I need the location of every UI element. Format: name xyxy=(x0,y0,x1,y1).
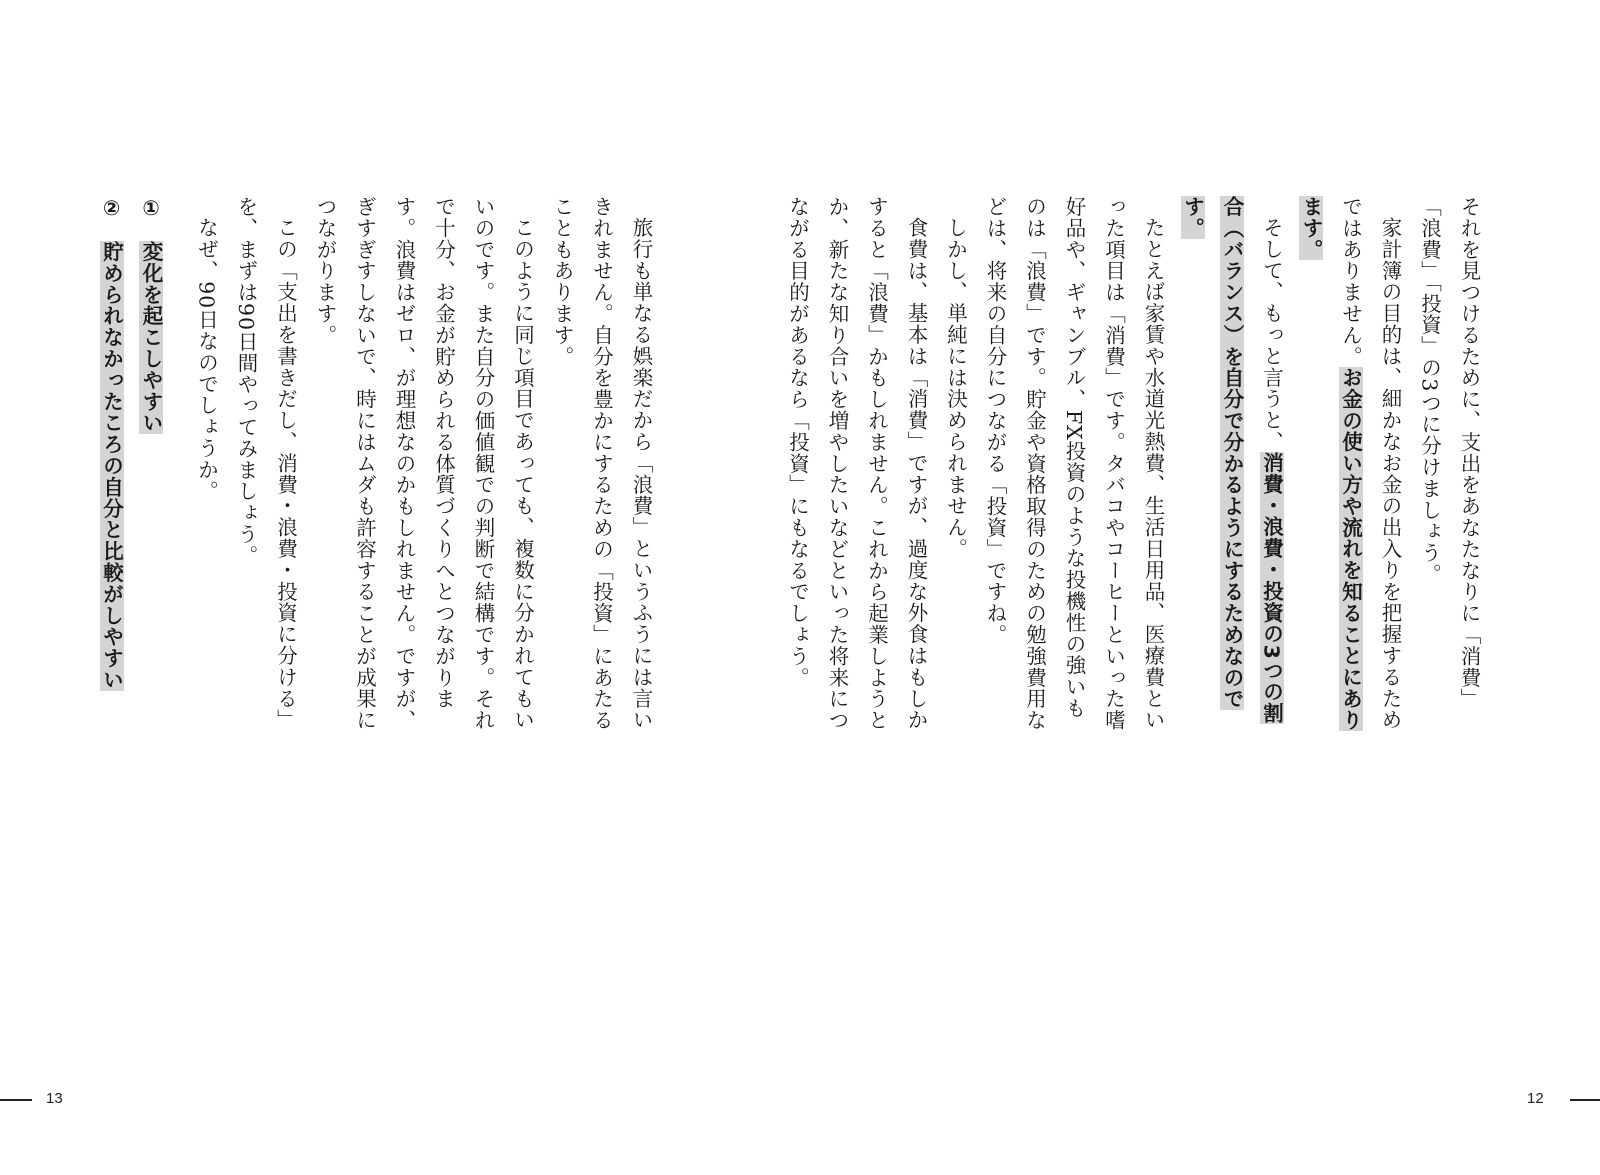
paragraph: 食費は、基本は「消費」ですが、過度な外食はもしかすると「浪費」かもしれません。これから起業しようとか、新たな知り合いを増やしたいなどといった将来につながる目的があるなら「投資」にもなるでしょう。 xyxy=(785,196,928,731)
paragraph: しかし、単純には決められません。 xyxy=(943,216,968,559)
paragraph: この「支出を書きだし、消費・浪費・投資に分ける」を、まずは90日間やってみましょう。 xyxy=(234,196,298,731)
right-page-number: 12 xyxy=(1527,1090,1544,1107)
paragraph: このように同じ項目であっても、複数に分かれてもいいのです。また自分の価値観での判断で結構です。それで十分、お金が貯められる体質づくりへとつながります。浪費はゼロ、が理想なのかもしれません。ですが、ぎすぎすしないで、時にはムダも許容することが成果につながります。 xyxy=(313,196,535,731)
left-page-body xyxy=(91,196,660,736)
highlighted-phrase: 消費・浪費・投資の3つの割合（バランス）を自分で分かるようにするためなのです。 xyxy=(1180,196,1284,724)
paragraph: それを見つけるために、支出をあなたなりに「消費」「浪費」「投資」の3つに分けましょう。 xyxy=(1417,196,1481,710)
left-page-rule xyxy=(0,1099,32,1101)
list-item xyxy=(91,196,131,736)
paragraph: 家計簿の目的は、細かなお金の出入りを把握するためではありません。お金の使い方や流れを知ることにあります。 xyxy=(1299,196,1402,732)
highlighted-phrase: 貯められなかったころの自分と比較がしやすい xyxy=(99,241,124,691)
highlighted-phrase: 変化を起こしやすい xyxy=(139,241,163,435)
paragraph: たとえば家賃や水道光熱費、生活日用品、医療費といった項目は「消費」です。タバコやコーヒーといった嗜好品や、ギャンブル、FX投資のような投機性の強いものは「浪費」です。貯金や資格取得のための勉強費用などは、将来の自分につながる「投資」ですね。 xyxy=(983,196,1165,731)
list-item xyxy=(131,196,171,736)
highlighted-phrase: お金の使い方や流れを知ることにあります。 xyxy=(1299,196,1363,732)
circled-number: ① xyxy=(139,196,163,221)
circled-number: ② xyxy=(99,196,124,221)
left-page-number: 13 xyxy=(46,1090,63,1107)
paragraph: なぜ、90日なのでしょうか。 xyxy=(194,216,219,502)
right-page-rule xyxy=(1570,1099,1600,1101)
paragraph: 旅行も単なる娯楽だから「浪費」というふうには言いきれません。自分を豊かにするための「投資」にあたることもあります。 xyxy=(550,196,653,731)
paragraph: そして、もっと言うと、消費・浪費・投資の3つの割合（バランス）を自分で分かるようにするためなのです。 xyxy=(1180,196,1284,724)
reason-list xyxy=(91,196,170,736)
right-page-body xyxy=(777,196,1488,736)
